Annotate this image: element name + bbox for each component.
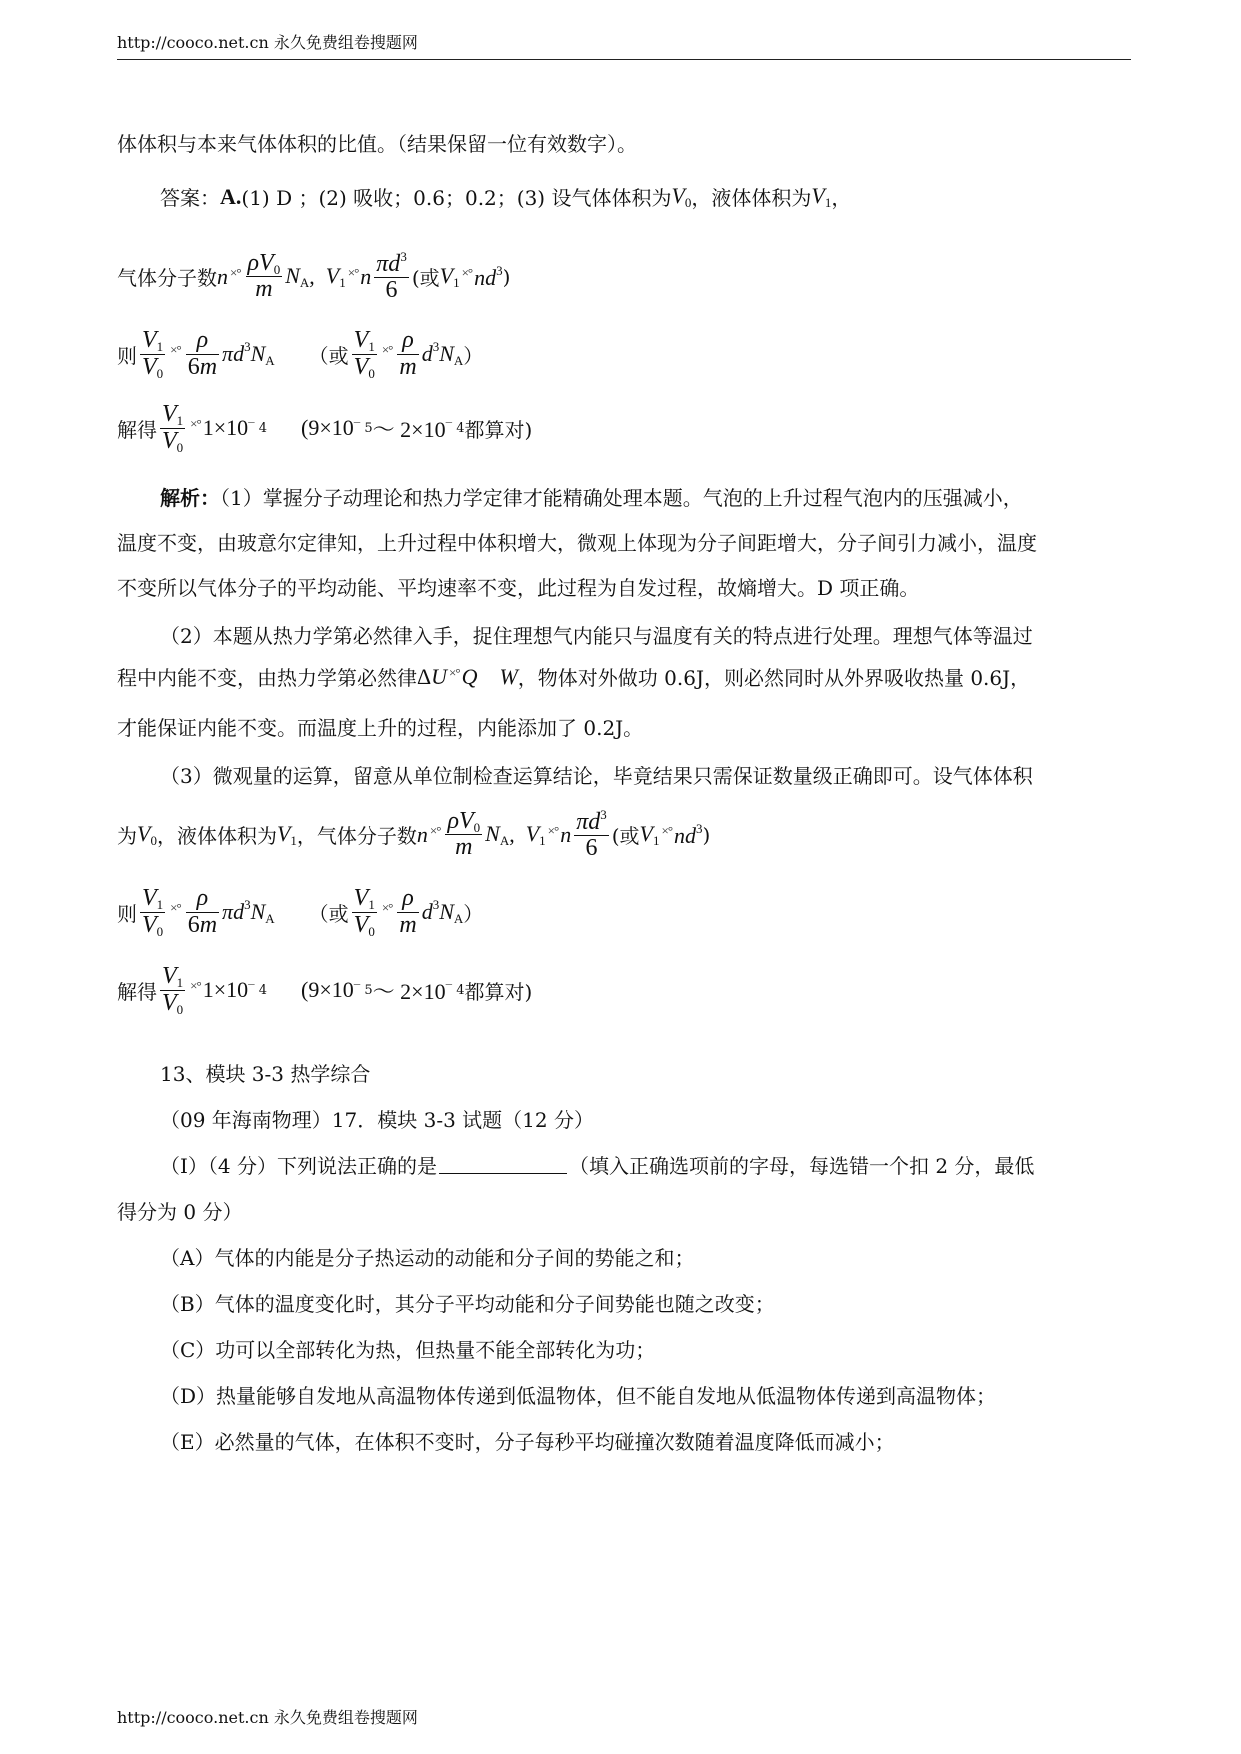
header-url: http://cooco.net.cn (117, 33, 269, 52)
var-v0: $V_0$ (671, 182, 692, 210)
page-footer (117, 1705, 1131, 1728)
formula-result-2: 解得 $\frac{V_1}{V_0}$ ×° 1×10 ‾ 4 (9×10 ‾ 5 ～ 2×10 ‾ 4 都算对) (117, 963, 533, 1017)
fraction-rho-v0-over-m: $\frac{\rho V_0}{m}$ (247, 249, 281, 303)
answer-blank[interactable] (439, 1155, 567, 1174)
section-source: （09 年海南物理）17．模块 3-3 试题（12 分） (160, 1108, 594, 1132)
section-title: 13、模块 3-3 热学综合 (160, 1062, 371, 1086)
solve-prefix: 解得 (117, 417, 157, 442)
or-paren-open: （或 (308, 343, 349, 368)
formula-molecule-count: 气体分子数 n ×° $\frac{\rho V_0}{m}$ $N_A$ , $V_1$ ×° n $\frac{\pi d^3}{6}$ (或 $V_1$ ×° $nd^3$ ) (117, 249, 511, 304)
equals-symbol: ×° (230, 264, 241, 280)
molecule-count-prefix: 气体分子数 (117, 266, 217, 291)
answer-label: 答案： (160, 186, 220, 210)
analysis-label: 解析： (160, 486, 220, 510)
analysis-p1-line2: 温度不变，由玻意尔定律知，上升过程中体积增大，微观上体现为分子间距增大，分子间引力减小，温度 (117, 531, 1037, 555)
or-open: (或 (411, 266, 440, 291)
option-c: （C）功可以全部转化为热，但热量不能全部转化为功； (160, 1338, 656, 1362)
analysis-p2-line1: （2）本题从热力学第必然律入手，捉住理想气内能只与温度有关的特点进行处理。理想气体等温过 (160, 624, 1033, 648)
footer-url: http://cooco.net.cn (117, 1708, 269, 1727)
answer-line (160, 182, 851, 211)
formula-result: 解得 $\frac{V_1}{V_0}$ ×° 1×10 ‾ 4 (9×10 ‾ 5 ～ 2×10 ‾ 4 都算对) (117, 401, 533, 455)
option-a: （A）气体的内能是分子热运动的动能和分子间的势能之和； (160, 1246, 695, 1270)
option-d: （D）热量能够自发地从高温物体传递到低温物体，但不能自发地从低温物体传递到高温物体； (160, 1384, 997, 1408)
answer-text1: (1) D ；(2) 吸收；0.6；0.2；(3) 设气体体积为 (241, 186, 672, 210)
option-e: （E）必然量的气体，在体积不变时，分子每秒平均碰撞次数随着温度降低而减小； (160, 1430, 895, 1454)
then-label: 则 (117, 343, 137, 368)
formula-ratio: 则 $\frac{V_1}{V_0}$ ×° $\frac{\rho}{6m}$ $\pi d^3N_A$ （或 $\frac{V_1}{V_0}$ ×° $\frac{\rho}{m}$ $d^3N_A$ ） (117, 327, 484, 381)
formula-molecule-count-2: 为 $V_0$ ，液体体积为 $V_1$ ，气体分子数 n ×° $\frac{\rho V_0}{m}$ $N_A$ , $V_1$ ×° n $\frac{\pi d^3}{6}$ (或 $V_1$ ×° $nd^3$ ) (117, 807, 711, 862)
footer-tagline: 永久免费组卷搜题网 (273, 1708, 418, 1727)
intro-line: 体体积与本来气体体积的比值。（结果保留一位有效数字）。 (117, 132, 637, 156)
fraction-pi-d3-over-6: $\frac{\pi d^3}{6}$ (376, 249, 407, 304)
analysis-p2-line3: 才能保证内能不变。而温度上升的过程，内能添加了 0.2J。 (117, 716, 644, 740)
result-value: 1×10 (202, 415, 249, 441)
or-close: ) (502, 264, 511, 289)
answer-text3: ， (831, 186, 852, 210)
header-tagline: 永久免费组卷搜题网 (273, 33, 418, 52)
or-paren-close: ） (463, 343, 484, 368)
answer-part-a: A. (220, 183, 242, 209)
page-header (117, 30, 1131, 60)
var-v1: $V_1$ (811, 182, 832, 210)
question-1-line2: 得分为 0 分） (117, 1200, 243, 1224)
option-b: （B）气体的温度变化时，其分子平均动能和分子间势能也随之改变； (160, 1292, 775, 1316)
analysis-p1-line1: 解析：（1）掌握分子动理论和热力学定律才能精确处理本题。气泡的上升过程气泡内的压强减小， (160, 486, 1023, 510)
formula-ratio-2: 则 $\frac{V_1}{V_0}$ ×° $\frac{\rho}{6m}$ $\pi d^3N_A$ （或 $\frac{V_1}{V_0}$ ×° $\frac{\rho}{m}$ $d^3N_A$ ） (117, 885, 484, 939)
analysis-p3-line1: （3）微观量的运算，留意从单位制检查运算结论，毕竟结果只需保证数量级正确即可。设气体体积 (160, 764, 1033, 788)
question-1-line: （I）（4 分）下列说法正确的是 （填入正确选项前的字母，每选错一个扣 2 分，最低 (160, 1154, 1035, 1178)
answer-text2: ，液体体积为 (691, 186, 812, 210)
analysis-p1-line3: 不变所以气体分子的平均动能、平均速率不变，此过程为自发过程，故熵增大。D 项正确。 (117, 576, 920, 600)
analysis-p2-line2: 程中内能不变，由热力学第必然律 Δ U ×° Q W ，物体对外做功 0.6J，则必然同时从外界吸收热量 0.6J， (117, 663, 1031, 690)
